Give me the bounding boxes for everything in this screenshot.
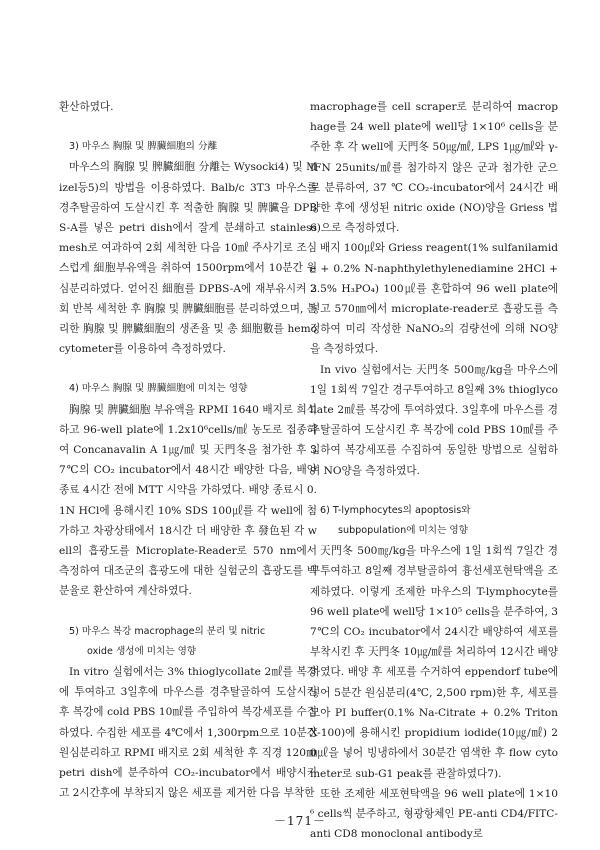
- section-4-body: 胸腺 및 脾臟細胞 부유액을 RPMI 1640 배지로 희석하고 96-well plate에 1.2x10⁶cells/㎖ 농도로 접종하여 Concanavalin A 1㎍/㎖ 및 天門冬을 첨가한 후 37℃의 CO₂ incubator에서 48시간 배양한 다음, 배양 종료 4시간 전에 MTT 시약을 가하였다. 배양 종료시 0.1N HCl에 용해시킨 10% SDS 100㎕를 각 well에 첨가하고 차광상태에서 18시간 더 배양한 후 發色된 각 well의 흡광도를 Microplate-Reader로 570 nm에서 측정하여 대조군의 흡광도에 대한 실험군의 흡광도를 백분율로 환산하여 계산하였다.: [59, 403, 317, 598]
- right-paragraph-2: 배지 100㎕와 Griess reagent(1% sulfanilamide + 0.2% N-naphthylethylenediamine 2HCl + 2.5% H₃PO₄) 100㎕를 혼합하여 96 well plate에 넣고 570㎚에서 microplate-reader로 흡광도를 측정하여 미리 작성한 NaNO₂의 검량선에 의해 NO양을 측정하였다.: [310, 242, 558, 356]
- intro-text: 환산하였다.: [59, 101, 114, 113]
- section-4-heading: 4) 마우스 胸腺 및 脾臟細胞에 미치는 영향: [69, 383, 248, 395]
- section-6-heading-line1: 6) T-lymphocytes의 apoptosis와: [320, 504, 471, 516]
- section-6-body: 天門冬 500㎎/kg을 마우스에 1일 1회씩 7일간 경구투여하고 8일째 경부탈골하여 흉선세포현탁액을 조제하였다. 이렇게 조제한 마우스의 T-lymphocyte를 96 well plate에 well당 1×10⁵ cells을 분주하여, 37℃의 CO₂ incubator에서 24시간 배양하여 세포를 부착시킨 후 天門冬 10㎍/㎖를 처리하여 12시간 배양하였다. 배양 후 세포를 수거하여 eppendorf tube에 넣어 5분간 원심분리(4℃, 2,500 rpm)한 후, 세포를 모아 PI buffer(0.1% Na-Citrate + 0.2% Triton X-100)에 용해시킨 propidium iodide(10㎍/㎖) 20㎕을 넣어 빙냉하에서 30분간 염색한 후 flow cytometer로 sub-G1 peak를 관찰하였다7).: [310, 545, 558, 780]
- section-6-heading-line2: subpopulation에 미치는 영향: [338, 525, 468, 537]
- right-column: [310, 97, 558, 844]
- section-5-heading-line1: 5) 마우스 복강 macrophage의 분리 및 nitric: [69, 625, 266, 637]
- section-5-body: In vitro 실험에서는 3% thioglycollate 2㎖를 복강에 투여하고 3일후에 마우스를 경추탈골하여 도살시킨 후 복강에 cold PBS 10㎖를 주입하여 복강세포를 수집하였다. 수집한 세포를 4℃에서 1,300rpm으로 10분간 원심분리하고 RPMI 배지로 2회 세척한 후 직경 120㎜ petri dish에 분주하여 CO₂-incubator에서 배양시키고 2시간후에 부착되지 않은 세포를 제거한 다음 부착한: [59, 666, 317, 800]
- section-3-heading: 3) 마우스 胸腺 및 脾臟細胞의 分離: [69, 141, 218, 153]
- left-column: [59, 97, 317, 804]
- right-paragraph-last: 또한 조제한 세포현탁액을 96 well plate에 1×10⁶ cells씩 분주하고, 형광항체인 PE-anti CD4/FITC-anti CD8 monoclonal antibody로: [310, 787, 558, 841]
- right-paragraph-3: In vivo 실험에서는 天門冬 500㎎/kg을 마우스에 1일 1회씩 7일간 경구투여하고 8일째 3% thioglycollate 2㎖를 복강에 투여하였다. 3일후에 마우스를 경추탈골하여 도살시킨 후 복강에 cold PBS 10㎖를 주입하여 복강세포를 수집하여 동일한 방법으로 실험하여 NO양을 측정하였다.: [310, 363, 558, 477]
- section-3-body: 마우스의 胸腺 및 脾臟細胞 分離는 Wysocki4) 및 Mizel등5)의 방법을 이용하였다. Balb/c 3T3 마우스를 경추탈골하여 도살시킨 후 적출한 胸腺 및 脾臟을 DPBS-A를 넣은 petri dish에서 잘게 분쇄하고 stainless mesh로 여과하여 2회 세척한 다음 10㎖ 주사기로 조심스럽게 細胞부유액을 취하여 1500rpm에서 10분간 원심분리하였다. 얻어진 細胞를 DPBS-A에 재부유시켜 3회 반복 세척한 후 胸腺 및 脾臟細胞를 분리하였으며, 분리한 胸腺 및 脾臟細胞의 생존율 및 총 細胞數를 hemocytometer를 이용하여 측정하였다.: [59, 161, 317, 356]
- page-number: －171－: [274, 814, 326, 828]
- section-5-heading-line2: oxide 생성에 미치는 영향: [87, 645, 197, 657]
- right-paragraph-1: macrophage를 cell scraper로 분리하여 macrophage를 24 well plate에 well당 1×10⁶ cells을 분주한 후 각 well에 天門冬 50㎍/㎖, LPS 1㎍/㎖와 γ-IFN 25units/㎖를 첨가하지 않은 군과 첨가한 군으로 분류하여, 37 ℃ CO₂-incubator에서 24시간 배양한 후에 생성된 nitric oxide (NO)양을 Griess 법6)으로 측정하였다.: [310, 101, 558, 235]
